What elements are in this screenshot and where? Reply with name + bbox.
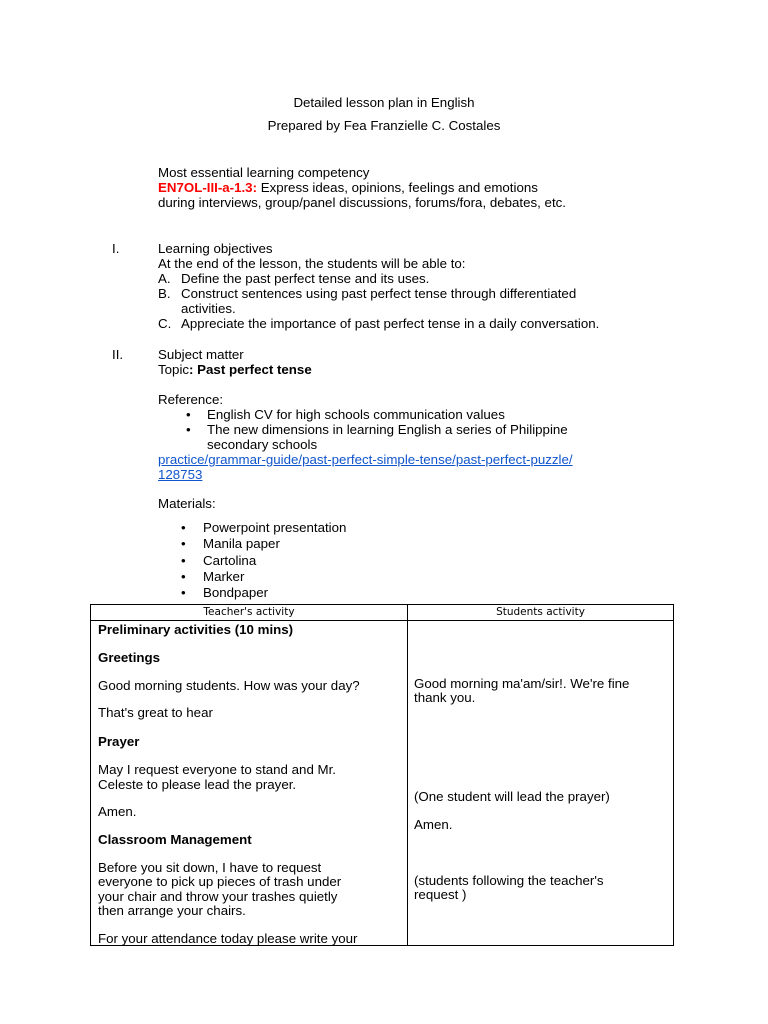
prepared-by: Prepared by Fea Franzielle C. Costales <box>267 118 501 133</box>
competency-text-2: during interviews, group/panel discussions, forums/fora, debates, etc. <box>158 195 566 210</box>
topic-label: Topic <box>158 362 190 377</box>
classroom-instruction-3: your chair and throw your trashes quietly <box>98 889 338 904</box>
classroom-management-heading: Classroom Management <box>98 832 252 847</box>
students-activity-cell <box>408 621 674 946</box>
attendance-instruction: For your attendance today please write your <box>98 931 358 946</box>
classroom-instruction-1: Before you sit down, I have to request <box>98 860 322 875</box>
reference-link-line-1: practice/grammar-guide/past-perfect-simple-tense/past-perfect-puzzle/ <box>158 452 573 467</box>
greetings-heading: Greetings <box>98 650 161 665</box>
objective-text: Construct sentences using past perfect tense through differentiated activities. <box>181 286 577 316</box>
reference-link-line-2: 128753 <box>158 467 203 482</box>
teacher-column-header: Teacher's activity <box>91 605 408 621</box>
topic-value: : Past perfect tense <box>189 362 312 377</box>
objectives-heading: Learning objectives <box>158 241 273 256</box>
prayer-request-2: Celeste to please lead the prayer. <box>98 777 297 792</box>
preliminary-heading: Preliminary activities (10 mins) <box>98 622 294 637</box>
competency-heading: Most essential learning competency <box>158 165 370 180</box>
prayer-heading: Prayer <box>98 734 140 749</box>
students-reply-1: Good morning ma'am/sir!. We're fine <box>414 676 630 691</box>
activities-table <box>90 604 674 946</box>
teacher-response: That's great to hear <box>98 705 213 720</box>
objectives-list <box>158 271 678 331</box>
objective-text: Define the past perfect tense and its uses. <box>181 271 430 286</box>
teacher-greeting: Good morning students. How was your day? <box>98 678 360 693</box>
objectives-intro: At the end of the lesson, the students will be able to: <box>158 256 466 271</box>
topic-line <box>158 362 678 377</box>
students-following-1: (students following the teacher's <box>414 873 604 888</box>
competency-code: EN7OL-III-a-1.3: <box>158 180 258 195</box>
objective-item <box>158 286 621 316</box>
teacher-amen: Amen. <box>98 804 137 819</box>
objective-marker: C. <box>158 316 172 331</box>
objective-marker: B. <box>158 286 171 301</box>
materials-label: Materials: <box>158 496 216 511</box>
materials-list <box>158 520 678 601</box>
document-title: Detailed lesson plan in English <box>293 95 475 110</box>
reference-item: • The new dimensions in learning English a series of Philippine secondary schools <box>158 422 628 452</box>
material-item: • Powerpoint presentation <box>158 520 678 536</box>
competency-text-1: Express ideas, opinions, feelings and emotions <box>257 180 538 195</box>
reference-item: • English CV for high schools communication values <box>158 407 628 422</box>
objective-item <box>158 316 678 331</box>
material-item: • Cartolina <box>158 553 678 569</box>
students-reply-2: thank you. <box>414 690 476 705</box>
competency-section <box>158 165 678 210</box>
students-following-2: request ) <box>414 887 467 902</box>
classroom-instruction-2: everyone to pick up pieces of trash under <box>98 874 342 889</box>
student-leads-prayer: (One student will lead the prayer) <box>414 789 610 804</box>
students-amen: Amen. <box>414 817 453 832</box>
reference-list <box>158 407 628 452</box>
classroom-instruction-4: then arrange your chairs. <box>98 903 246 918</box>
section-numeral-2: II. <box>112 347 124 362</box>
objectives-section <box>158 241 678 331</box>
reference-link[interactable] <box>158 452 573 482</box>
teacher-activity-cell <box>91 621 408 946</box>
material-item: • Bondpaper <box>158 585 678 601</box>
subject-heading: Subject matter <box>158 347 244 362</box>
reference-label: Reference: <box>158 392 224 407</box>
subject-section <box>158 347 678 601</box>
section-numeral-1: I. <box>112 241 120 256</box>
objective-marker: A. <box>158 271 171 286</box>
material-item: • Manila paper <box>158 536 678 552</box>
competency-line-1 <box>158 180 678 195</box>
objective-text: Appreciate the importance of past perfect tense in a daily conversation. <box>181 316 600 331</box>
students-column-header: Students activity <box>408 605 674 621</box>
material-item: • Marker <box>158 569 678 585</box>
objective-item <box>158 271 678 286</box>
prayer-request-1: May I request everyone to stand and Mr. <box>98 762 336 777</box>
